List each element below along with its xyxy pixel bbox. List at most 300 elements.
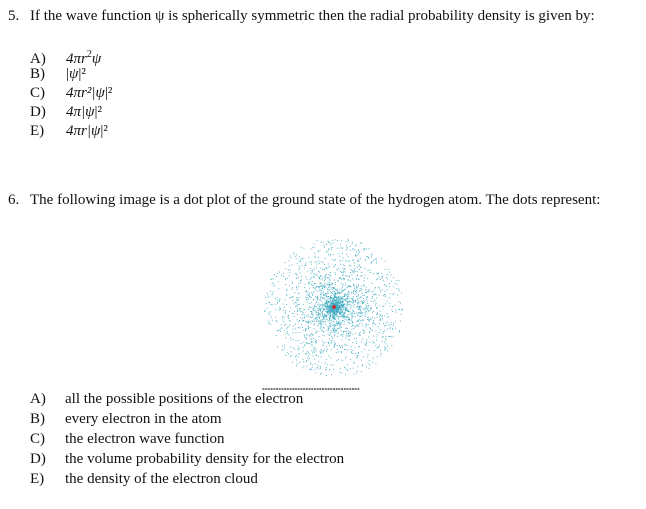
electron-dot [315, 372, 316, 373]
electron-dot [331, 297, 332, 298]
electron-dot [272, 320, 273, 321]
electron-dot [339, 329, 340, 330]
electron-dot [320, 351, 321, 352]
electron-dot [301, 317, 302, 318]
electron-dot [337, 291, 338, 292]
q6-option-d[interactable] [30, 449, 344, 469]
electron-dot [306, 360, 307, 361]
electron-dot [314, 308, 315, 309]
electron-dot [296, 302, 297, 303]
electron-dot [341, 304, 342, 305]
electron-dot [312, 334, 313, 335]
electron-dot [330, 272, 331, 273]
electron-dot [340, 303, 341, 304]
electron-dot [324, 269, 325, 270]
electron-dot [311, 302, 312, 303]
electron-dot [308, 283, 309, 284]
electron-dot [321, 279, 322, 280]
electron-dot [335, 303, 336, 304]
electron-dot [286, 289, 287, 290]
electron-dot [306, 315, 307, 316]
electron-dot [332, 336, 333, 337]
electron-dot [294, 254, 295, 255]
electron-dot [335, 272, 336, 273]
electron-dot [325, 274, 326, 275]
electron-dot [276, 335, 277, 336]
electron-dot [353, 285, 354, 286]
electron-dot [375, 363, 376, 364]
electron-dot [359, 346, 360, 347]
electron-dot [353, 296, 354, 297]
electron-dot [290, 257, 291, 258]
electron-dot [268, 313, 269, 314]
electron-dot [297, 263, 298, 264]
electron-dot [319, 272, 320, 273]
electron-dot [316, 351, 317, 352]
electron-dot [386, 285, 387, 286]
electron-dot [296, 287, 297, 288]
electron-dot [299, 320, 300, 321]
electron-dot [276, 276, 277, 277]
q5-option-b[interactable] [30, 65, 86, 83]
electron-dot [339, 306, 340, 307]
electron-dot [369, 319, 370, 320]
electron-dot [356, 325, 357, 326]
electron-dot [379, 295, 380, 296]
electron-dot [357, 371, 358, 372]
electron-dot [369, 342, 370, 343]
electron-dot [340, 296, 341, 297]
electron-dot [340, 307, 341, 308]
electron-dot [336, 312, 337, 313]
q6-option-b[interactable] [30, 409, 222, 429]
electron-dot [374, 318, 375, 319]
electron-dot [322, 319, 323, 320]
electron-dot [342, 305, 343, 306]
electron-dot [372, 296, 373, 297]
electron-dot [379, 289, 380, 290]
electron-dot [284, 345, 285, 346]
electron-dot [282, 320, 283, 321]
electron-dot [353, 353, 354, 354]
electron-dot [372, 362, 373, 363]
electron-dot [324, 319, 325, 320]
electron-dot [306, 339, 307, 340]
electron-dot [320, 283, 321, 284]
electron-dot [325, 279, 326, 280]
electron-dot [361, 352, 362, 353]
electron-dot [349, 275, 350, 276]
electron-dot [366, 287, 367, 288]
electron-dot [336, 300, 337, 301]
electron-dot [361, 312, 362, 313]
electron-dot [386, 325, 387, 326]
electron-dot [338, 351, 339, 352]
electron-dot [284, 325, 285, 326]
electron-dot [350, 301, 351, 302]
electron-dot [330, 308, 331, 309]
electron-dot [319, 278, 320, 279]
electron-dot [332, 291, 333, 292]
electron-dot [366, 297, 367, 298]
electron-dot [390, 293, 391, 294]
electron-dot [310, 279, 311, 280]
electron-dot [365, 259, 366, 260]
electron-dot [358, 307, 359, 308]
electron-dot [335, 297, 336, 298]
electron-dot [321, 312, 322, 313]
electron-dot [361, 297, 362, 298]
electron-dot [354, 265, 355, 266]
electron-dot [284, 347, 285, 348]
electron-dot [335, 325, 336, 326]
electron-dot [294, 316, 295, 317]
electron-dot [340, 278, 341, 279]
electron-dot [326, 369, 327, 370]
electron-dot [330, 287, 331, 288]
electron-dot [371, 256, 372, 257]
electron-dot [349, 332, 350, 333]
electron-dot [310, 283, 311, 284]
q5-option-e[interactable] [30, 122, 108, 140]
electron-dot [315, 341, 316, 342]
electron-dot [343, 296, 344, 297]
electron-dot [387, 301, 388, 302]
electron-dot [302, 260, 303, 261]
electron-dot [329, 313, 330, 314]
electron-dot [316, 331, 317, 332]
electron-dot [382, 290, 383, 291]
electron-dot [344, 317, 345, 318]
electron-dot [316, 302, 317, 303]
electron-dot [343, 331, 344, 332]
electron-dot [316, 321, 317, 322]
electron-dot [334, 291, 335, 292]
electron-dot [345, 358, 346, 359]
electron-dot [365, 327, 366, 328]
electron-dot [345, 288, 346, 289]
electron-dot [351, 293, 352, 294]
electron-dot [342, 316, 343, 317]
electron-dot [321, 324, 322, 325]
electron-dot [288, 326, 289, 327]
electron-dot [356, 338, 357, 339]
electron-dot [282, 346, 283, 347]
electron-dot [297, 287, 298, 288]
electron-dot [316, 267, 317, 268]
electron-dot [360, 243, 361, 244]
electron-dot [309, 262, 310, 263]
electron-dot [358, 304, 359, 305]
electron-dot [370, 308, 371, 309]
electron-dot [343, 317, 344, 318]
electron-dot [281, 324, 282, 325]
electron-dot [281, 328, 282, 329]
electron-dot [369, 310, 370, 311]
electron-dot [373, 294, 374, 295]
electron-dot [293, 325, 294, 326]
electron-dot [326, 306, 327, 307]
electron-dot [311, 249, 312, 250]
electron-dot [345, 345, 346, 346]
electron-dot [327, 278, 328, 279]
question-6-text: The following image is a dot plot of the ground state of the hydrogen atom. The dots represent: [30, 192, 601, 208]
electron-dot [326, 301, 327, 302]
electron-dot [273, 291, 274, 292]
electron-dot [334, 300, 335, 301]
electron-dot [380, 350, 381, 351]
q5-option-a-letter: A) [30, 51, 46, 67]
electron-dot [299, 293, 300, 294]
electron-dot [389, 306, 390, 307]
electron-dot [321, 353, 322, 354]
electron-dot [332, 300, 333, 301]
electron-dot [300, 343, 301, 344]
electron-dot [287, 333, 288, 334]
electron-dot [344, 296, 345, 297]
electron-dot [351, 269, 352, 270]
electron-dot [352, 316, 353, 317]
electron-dot [331, 289, 332, 290]
electron-dot [337, 310, 338, 311]
electron-dot [317, 315, 318, 316]
electron-dot [375, 331, 376, 332]
q5-option-e-letter: E) [30, 123, 45, 139]
q5-option-d[interactable] [30, 103, 102, 121]
electron-dot [360, 316, 361, 317]
electron-dot [364, 249, 365, 250]
electron-dot [352, 317, 353, 318]
electron-dot [362, 365, 363, 366]
electron-dot [401, 314, 402, 315]
electron-dot [330, 332, 331, 333]
electron-dot [324, 335, 325, 336]
electron-dot [309, 307, 310, 308]
electron-dot [365, 343, 366, 344]
electron-dot [287, 290, 288, 291]
electron-dot [341, 306, 342, 307]
electron-dot [332, 283, 333, 284]
electron-dot [385, 296, 386, 297]
q6-option-a-letter: A) [30, 391, 46, 407]
electron-dot [339, 308, 340, 309]
electron-dot [322, 306, 323, 307]
electron-dot [348, 302, 349, 303]
electron-dot [393, 323, 394, 324]
electron-dot [346, 356, 347, 357]
electron-dot [351, 326, 352, 327]
electron-dot [352, 274, 353, 275]
electron-dot [359, 269, 360, 270]
electron-dot [299, 348, 300, 349]
electron-dot [349, 285, 350, 286]
electron-dot [349, 276, 350, 277]
electron-dot [353, 293, 354, 294]
electron-dot [340, 316, 341, 317]
electron-dot [324, 322, 325, 323]
electron-dot [331, 284, 332, 285]
electron-dot [288, 334, 289, 335]
electron-dot [393, 277, 394, 278]
electron-dot [287, 352, 288, 353]
electron-dot [344, 299, 345, 300]
electron-dot [343, 306, 344, 307]
electron-dot [340, 248, 341, 249]
electron-dot [328, 320, 329, 321]
electron-dot [329, 320, 330, 321]
electron-dot [346, 261, 347, 262]
electron-dot [343, 272, 344, 273]
electron-dot [317, 340, 318, 341]
electron-dot [334, 265, 335, 266]
electron-dot [317, 304, 318, 305]
q5-option-c[interactable] [30, 84, 112, 102]
q6-option-e-text: the density of the electron cloud [65, 471, 258, 487]
electron-dot [358, 260, 359, 261]
q5-option-a[interactable] [30, 46, 102, 67]
electron-dot [337, 307, 338, 308]
electron-dot [341, 292, 342, 293]
electron-dot [304, 268, 305, 269]
electron-dot [369, 331, 370, 332]
electron-dot [338, 268, 339, 269]
electron-dot [329, 304, 330, 305]
electron-dot [350, 307, 351, 308]
electron-dot [312, 364, 313, 365]
electron-dot [308, 309, 309, 310]
electron-dot [379, 287, 380, 288]
electron-dot [295, 302, 296, 303]
electron-dot [321, 242, 322, 243]
electron-dot [373, 291, 374, 292]
electron-dot [350, 335, 351, 336]
electron-dot [320, 276, 321, 277]
electron-dot [326, 296, 327, 297]
electron-dot [336, 299, 337, 300]
electron-dot [308, 328, 309, 329]
electron-dot [347, 364, 348, 365]
electron-dot [355, 250, 356, 251]
electron-dot [294, 349, 295, 350]
electron-dot [324, 247, 325, 248]
electron-dot [295, 306, 296, 307]
electron-dot [311, 339, 312, 340]
electron-dot [346, 333, 347, 334]
electron-dot [342, 307, 343, 308]
electron-dot [356, 291, 357, 292]
electron-dot [296, 360, 297, 361]
electron-dot [384, 342, 385, 343]
electron-dot [355, 289, 356, 290]
electron-dot [343, 271, 344, 272]
electron-dot [264, 311, 265, 312]
electron-dot [373, 358, 374, 359]
electron-dot [283, 273, 284, 274]
q5-option-c-letter: C) [30, 85, 45, 101]
electron-dot [386, 343, 387, 344]
electron-dot [347, 316, 348, 317]
electron-dot [339, 277, 340, 278]
electron-dot [335, 343, 336, 344]
electron-dot [333, 330, 334, 331]
electron-dot [301, 324, 302, 325]
electron-dot [345, 300, 346, 301]
electron-dot [290, 337, 291, 338]
electron-dot [353, 328, 354, 329]
electron-dot [314, 320, 315, 321]
electron-dot [340, 309, 341, 310]
q6-option-e[interactable] [30, 469, 258, 489]
electron-dot [322, 313, 323, 314]
electron-dot [277, 273, 278, 274]
electron-dot [338, 323, 339, 324]
electron-dot [391, 281, 392, 282]
electron-dot [322, 307, 323, 308]
electron-dot [352, 270, 353, 271]
electron-dot [311, 264, 312, 265]
electron-dot [320, 304, 321, 305]
electron-dot [344, 312, 345, 313]
electron-dot [322, 341, 323, 342]
electron-dot [380, 279, 381, 280]
electron-dot [364, 295, 365, 296]
electron-dot [387, 313, 388, 314]
q6-option-c[interactable] [30, 429, 225, 449]
electron-dot [360, 302, 361, 303]
electron-dot [333, 364, 334, 365]
electron-dot [366, 306, 367, 307]
electron-dot [385, 261, 386, 262]
electron-dot [366, 343, 367, 344]
electron-dot [331, 330, 332, 331]
electron-dot [343, 264, 344, 265]
electron-dot [334, 328, 335, 329]
electron-dot [393, 336, 394, 337]
electron-dot [344, 293, 345, 294]
electron-dot [380, 356, 381, 357]
electron-dot [345, 313, 346, 314]
electron-dot [340, 305, 341, 306]
electron-dot [284, 330, 285, 331]
electron-dot [364, 308, 365, 309]
electron-dot [348, 280, 349, 281]
electron-dot [364, 285, 365, 286]
electron-dot [392, 311, 393, 312]
electron-dot [370, 319, 371, 320]
electron-dot [393, 294, 394, 295]
electron-dot [333, 331, 334, 332]
electron-dot [319, 307, 320, 308]
electron-dot [304, 366, 305, 367]
electron-dot [289, 265, 290, 266]
electron-dot [379, 305, 380, 306]
electron-dot [368, 350, 369, 351]
electron-dot [302, 327, 303, 328]
electron-dot [337, 301, 338, 302]
electron-dot [277, 346, 278, 347]
electron-dot [286, 355, 287, 356]
electron-dot [350, 359, 351, 360]
electron-dot [399, 301, 400, 302]
electron-dot [360, 267, 361, 268]
electron-dot [290, 270, 291, 271]
q5-option-d-suffix: |² [94, 104, 102, 120]
electron-dot [337, 294, 338, 295]
electron-dot [336, 311, 337, 312]
electron-dot [348, 291, 349, 292]
electron-dot [321, 283, 322, 284]
electron-dot [324, 264, 325, 265]
